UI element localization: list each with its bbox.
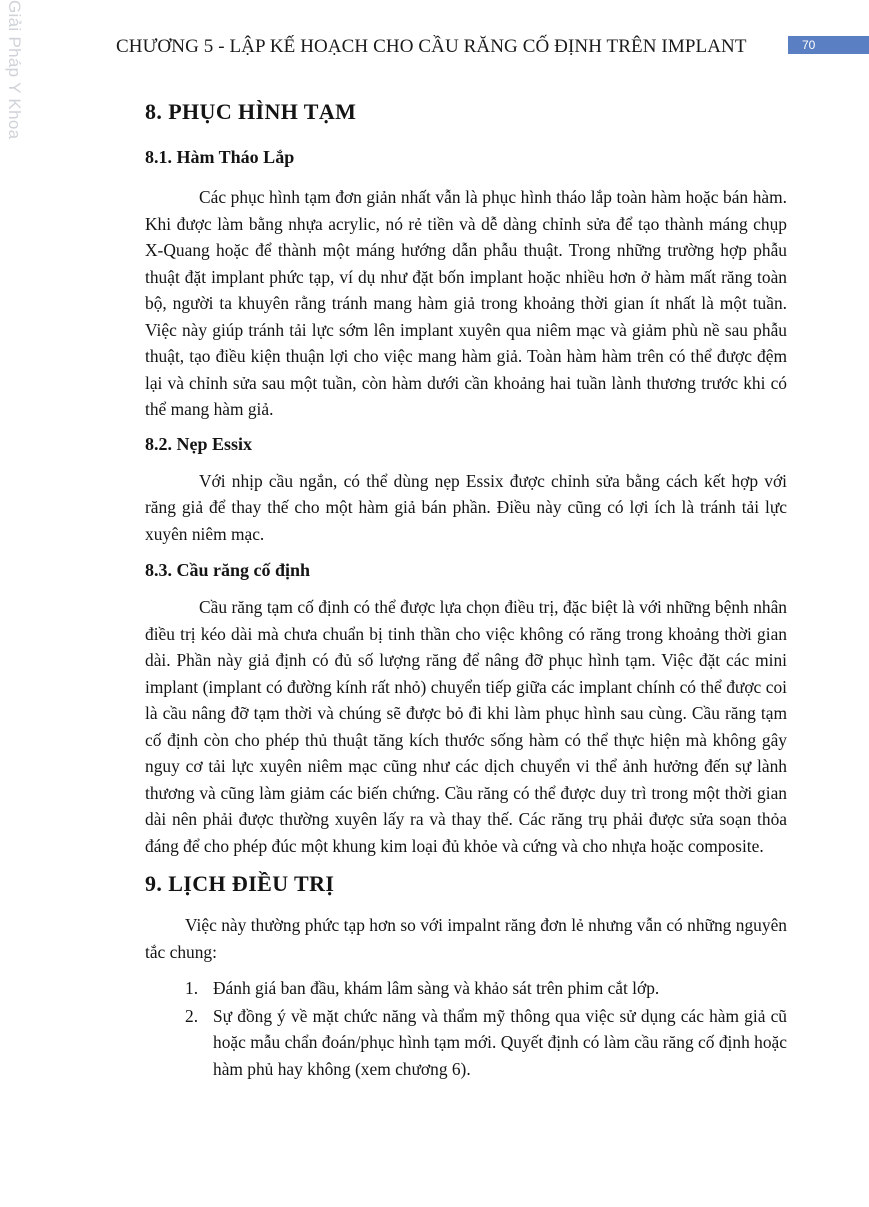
page-header [116, 36, 869, 58]
page-body [145, 95, 787, 1083]
section-8-2-heading: 8.2. Nẹp Essix [145, 433, 253, 454]
list-item-text: Sự đồng ý về mặt chức năng và thẩm mỹ thông qua việc sử dụng các hàm giả cũ hoặc mẫu chẩn đoán/phục hình tạm mới. Quyết định có làm cầu răng cố định hoặc hàm phủ hay không (xem chương 6). [213, 1005, 787, 1079]
page-number-badge: 70 [788, 36, 869, 54]
list-item [185, 1003, 787, 1083]
section-8-3-heading: 8.3. Cầu răng cố định [145, 560, 311, 580]
watermark [0, 0, 28, 180]
list-item-number: 1. [185, 978, 199, 998]
section-8-1-paragraph: Các phục hình tạm đơn giản nhất vẫn là phục hình tháo lắp toàn hàm hoặc bán hàm. Khi được làm bằng nhựa acrylic, nó rẻ tiền và dễ dàng chỉnh sửa để tạo thành máng chụp X-Quang hoặc để thành một máng hướng dẫn phẫu thuật. Trong những trường hợp phẫu thuật đặt implant phức tạp, ví dụ như đặt bốn implant hoặc nhiều hơn ở hàm mất răng toàn bộ, người ta khuyên rằng tránh mang hàm giả trong khoảng thời gian ít nhất là một tuần. Việc này giúp tránh tải lực sớm lên implant xuyên qua niêm mạc và giảm phù nề sau phẫu thuật, tạo điều kiện thuận lợi cho việc mang hàm giả. Toàn hàm hàm trên có thể được đệm lại và chỉnh sửa sau một tuần, còn hàm dưới cần khoảng hai tuần lành thương trước khi có thể mang hàm giả. [145, 187, 787, 419]
section-9-paragraph: Việc này thường phức tạp hơn so với impalnt răng đơn lẻ nhưng vẫn có những nguyên tắc chung: [145, 915, 787, 962]
section-8-1-heading: 8.1. Hàm Tháo Lắp [145, 147, 295, 167]
section-8-heading: 8. PHỤC HÌNH TẠM [145, 99, 357, 124]
list-item [185, 975, 787, 1002]
section-9-heading: 9. LỊCH ĐIỀU TRỊ [145, 871, 335, 896]
watermark-text: Giải Pháp Y Khoa [5, 0, 24, 140]
list-item-number: 2. [185, 1005, 199, 1026]
section-8-3-paragraph: Cầu răng tạm cố định có thể được lựa chọn điều trị, đặc biệt là với những bệnh nhân điều trị kéo dài mà chưa chuẩn bị tinh thần cho việc không có răng trong khoảng thời gian dài. Phần này giả định có đủ số lượng răng để nâng đỡ phục hình tạm. Việc đặt các mini implant (implant có đường kính rất nhỏ) chuyển tiếp giữa các implant chính có thể được coi là cầu nâng đỡ tạm thời và chúng sẽ được bỏ đi khi làm phục hình sau cùng. Cầu răng tạm cố định còn cho phép thủ thuật tăng kích thước sống hàm có thể thực hiện mà không gây nguy cơ tải lực xuyên niêm mạc cũng như các dịch chuyển vi thể ảnh hưởng đến sự lành thương và cũng làm giảm các biến chứng. Cầu răng có thể được duy trì trong một thời gian dài nên phải được thường xuyên lấy ra và thay thế. Các răng trụ phải được sửa soạn thỏa đáng để cho phép đúc một khung kim loại đủ khỏe và cứng và cho nhựa hoặc composite. [145, 597, 787, 856]
section-8-2-paragraph: Với nhịp cầu ngắn, có thể dùng nẹp Essix được chỉnh sửa bằng cách kết hợp với răng giả để thay thế cho một hàm giả bán phần. Điều này cũng có lợi ích là tránh tải lực xuyên niêm mạc. [145, 470, 787, 544]
chapter-title: CHƯƠNG 5 - LẬP KẾ HOẠCH CHO CẦU RĂNG CỐ ĐỊNH TRÊN IMPLANT [116, 36, 747, 57]
list-item-text: Đánh giá ban đầu, khám lâm sàng và khảo sát trên phim cắt lớp. [213, 978, 660, 998]
treatment-steps-list [145, 975, 787, 1082]
